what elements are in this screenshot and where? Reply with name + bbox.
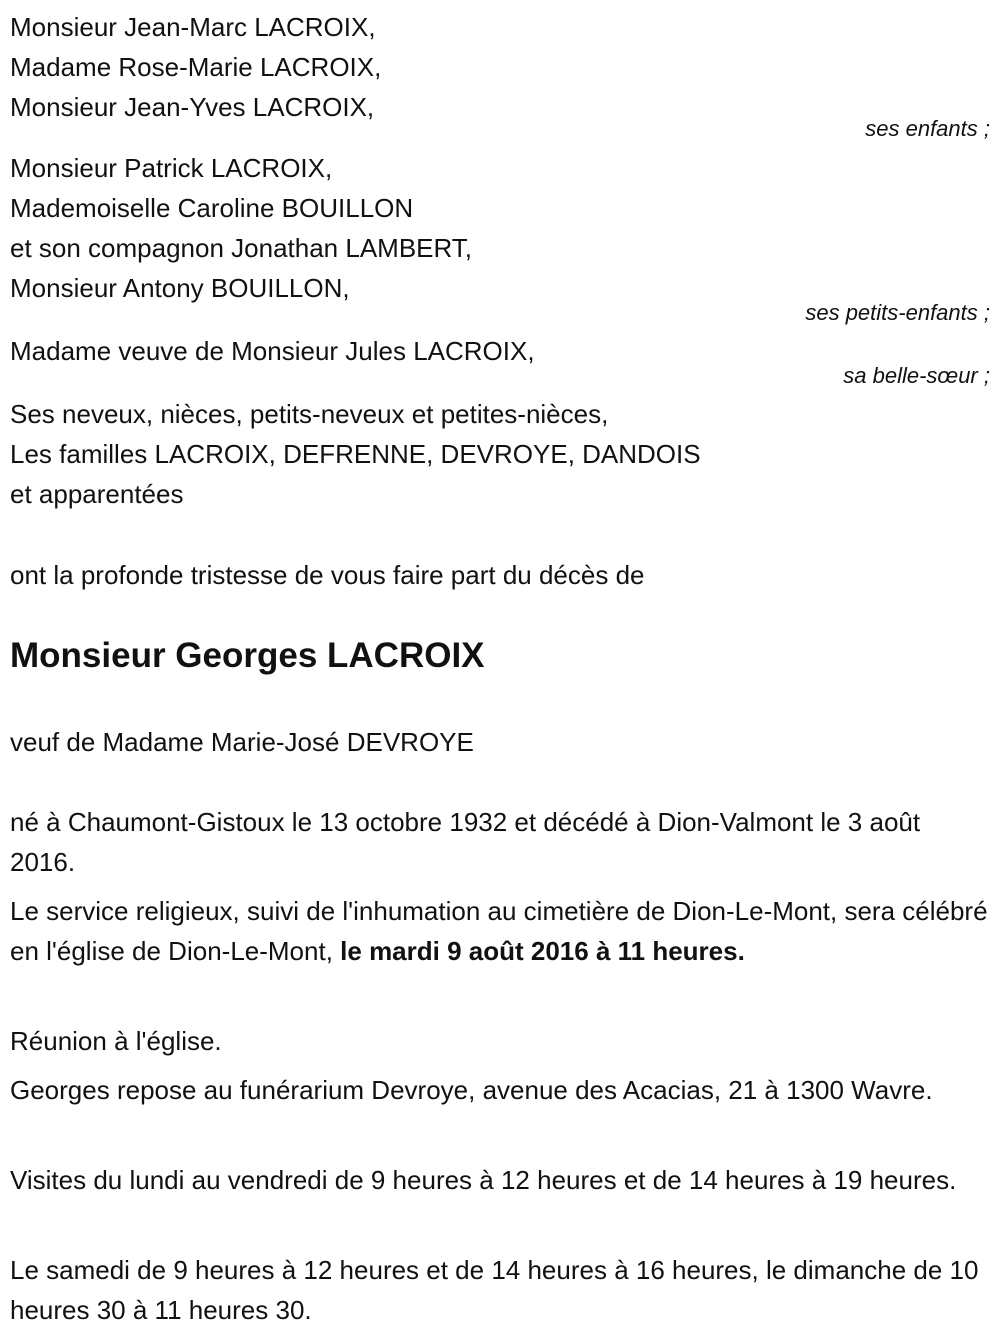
grandchildren-role: ses petits-enfants ; bbox=[805, 300, 990, 325]
service-date: le mardi 9 août 2016 à 11 heures. bbox=[340, 936, 745, 966]
announcement: ont la profonde tristesse de vous faire part du décès de bbox=[10, 560, 645, 590]
children-list bbox=[10, 7, 990, 127]
visits-weekend: Le samedi de 9 heures à 12 heures et de 14 heures à 16 heures, le dimanche de 10 heures 30 à 11 heures 30. bbox=[10, 1255, 979, 1325]
service-info bbox=[10, 891, 990, 971]
visits-weekday: Visites du lundi au vendredi de 9 heures à 12 heures et de 14 heures à 19 heures. bbox=[10, 1165, 957, 1195]
service-text: Le service religieux, suivi de l'inhumation au cimetière de Dion-Le-Mont, sera célébré en l'église de Dion-Le-Mont, bbox=[10, 896, 988, 966]
family-line: et apparentées bbox=[10, 479, 184, 509]
family-member: et son compagnon Jonathan LAMBERT, bbox=[10, 233, 473, 263]
family-member: Monsieur Patrick LACROIX, bbox=[10, 153, 333, 183]
rest-place: Georges repose au funérarium Devroye, avenue des Acacias, 21 à 1300 Wavre. bbox=[10, 1075, 933, 1105]
grandchildren-list bbox=[10, 148, 990, 308]
sister-in-law-role: sa belle-sœur ; bbox=[843, 363, 990, 388]
family-member: Monsieur Jean-Marc LACROIX, bbox=[10, 12, 376, 42]
family-line: Les familles LACROIX, DEFRENNE, DEVROYE, DANDOIS bbox=[10, 439, 701, 469]
family-member: Monsieur Antony BOUILLON, bbox=[10, 273, 350, 303]
meeting: Réunion à l'église. bbox=[10, 1026, 222, 1056]
children-role: ses enfants ; bbox=[865, 116, 990, 141]
extended-family bbox=[10, 394, 990, 514]
family-member: Madame veuve de Monsieur Jules LACROIX, bbox=[10, 336, 535, 366]
family-member: Monsieur Jean-Yves LACROIX, bbox=[10, 92, 375, 122]
family-line: Ses neveux, nièces, petits-neveux et petites-nièces, bbox=[10, 399, 609, 429]
family-member: Mademoiselle Caroline BOUILLON bbox=[10, 193, 414, 223]
deceased-name: Monsieur Georges LACROIX bbox=[10, 636, 485, 675]
birth-death: né à Chaumont-Gistoux le 13 octobre 1932 et décédé à Dion-Valmont le 3 août 2016. bbox=[10, 807, 921, 877]
widower-of: veuf de Madame Marie-José DEVROYE bbox=[10, 727, 474, 757]
family-member: Madame Rose-Marie LACROIX, bbox=[10, 52, 382, 82]
